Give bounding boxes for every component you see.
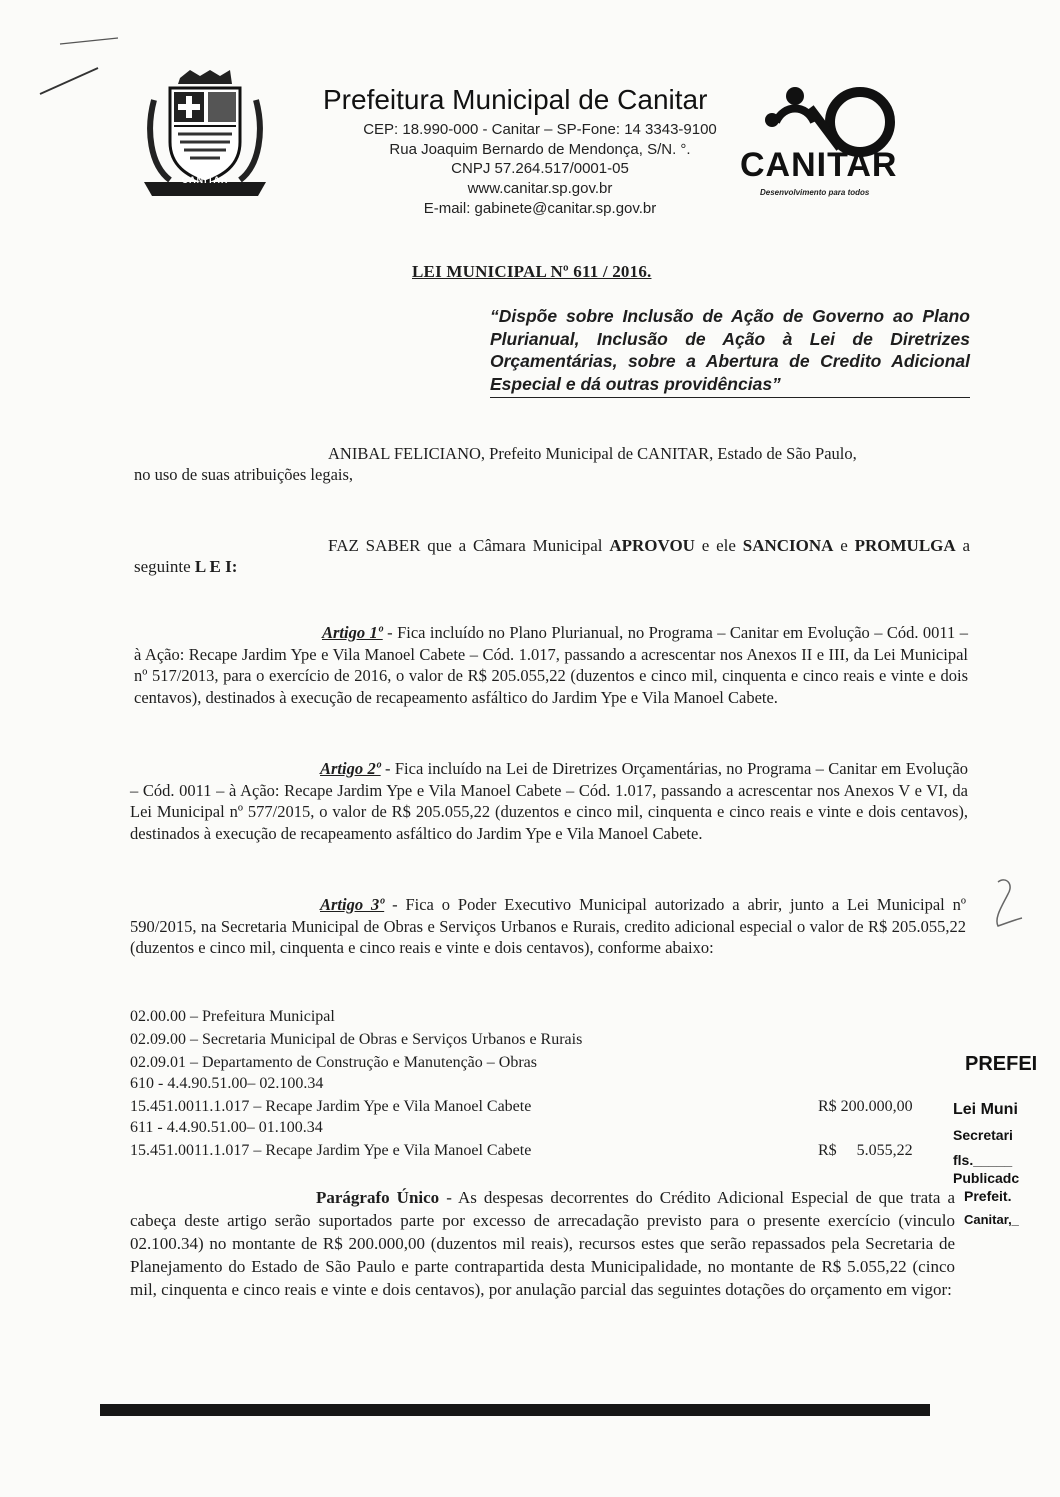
budget-row-3-desc: 611 - 4.4.90.51.00– 01.100.34 [130, 1119, 323, 1136]
stamp-line-5: Publicadc [953, 1170, 1020, 1186]
stamp-line-3: Secretari [953, 1127, 1013, 1143]
canitar-logo-tagline: Desenvolvimento para todos [760, 188, 870, 197]
pen-mark-icon [30, 30, 130, 100]
article-1: Artigo 1º - Fica incluído no Plano Plurianual, no Programa – Canitar em Evolução – Cód. 0011 – à Ação: Recape Jardim Ype e Vila Manoel Cabete – Cód. 1.017, passando a acrescentar nos Anexos II e III, da Lei Municipal nº 517/2013, para o exercício de 2016, o valor de R$ 205.055,22 (duzentos e cinco mil, cinquenta e cinco reais e vinte e dois centavos), destinados à execução de recapeamento asfáltico do Jardim Ype e Vila Manoel Cabete. [134, 623, 968, 707]
canitar-logo-text: CANITAR [740, 146, 898, 184]
article-1-label: Artigo 1º [322, 623, 383, 642]
budget-row-4-value: R$ 5.055,22 [818, 1142, 913, 1159]
stamp-line-7: Canitar,_ [964, 1212, 1019, 1227]
header-line-cnpj: CNPJ 57.264.517/0001-05 [451, 160, 629, 177]
faz-saber-paragraph: FAZ SABER que a Câmara Municipal APROVOU e ele SANCIONA e PROMULGA a seguinte L E I: [134, 536, 971, 576]
article-3: Artigo 3º - Fica o Poder Executivo Municipal autorizado a abrir, junto a Lei Municipal nº 590/2015, na Secretaria Municipal de Obras e Serviços Urbanos e Rurais, credito adicional especial o valor de R$ 205.055,22 (duzentos e cinco mil, cinquenta e cinco reais e vinte e dois centavos), conforme abaixo: [130, 895, 966, 957]
footer-bar [100, 1404, 930, 1416]
intro-line-1: ANIBAL FELICIANO, Prefeito Municipal de CANITAR, Estado de São Paulo, [328, 444, 857, 463]
budget-row-2-desc: 15.451.0011.1.017 – Recape Jardim Ype e Vila Manoel Cabete [130, 1098, 532, 1115]
article-2-label: Artigo 2º [320, 759, 381, 778]
header-line-address: Rua Joaquim Bernardo de Mendonça, S/N. °. [389, 141, 691, 158]
stamp-line-6: Prefeit. [964, 1188, 1012, 1204]
budget-row-4-desc: 15.451.0011.1.017 – Recape Jardim Ype e Vila Manoel Cabete [130, 1142, 532, 1159]
stamp-line-4: fls._____ [953, 1152, 1013, 1168]
article-3-label: Artigo 3º [320, 895, 385, 914]
budget-heading-3: 02.09.01 – Departamento de Construção e Manutenção – Obras [130, 1054, 537, 1071]
article-2: Artigo 2º - Fica incluído na Lei de Diretrizes Orçamentárias, no Programa – Canitar em Evolução – Cód. 0011 – à Ação: Recape Jardim Ype e Vila Manoel Cabete – Cód. 1.017, passando a acrescentar nos Anexos V e VI, da Lei Municipal nº 577/2015, o valor de R$ 205.055,22 (duzentos e cinco mil, cinquenta e cinco reais e vinte e dois centavos), destinados à execução de recapeamento asfáltico do Jardim Ype e Vila Manoel Cabete. [130, 759, 968, 843]
budget-heading-1: 02.00.00 – Prefeitura Municipal [130, 1008, 335, 1025]
paragrafo-unico: Parágrafo Único - As despesas decorrentes do Crédito Adicional Especial de que trata a cabeça deste artigo serão suportados parte por excesso de arrecadação previsto para o presente exercício (vinculo 02.100.34) no montante de R$ 200.000,00 (duzentos mil reais), recursos estes que serão repassados pela Secretaria de Planejamento do Estado de São Paulo e parte contrapartida desta Municipalidade, no montante de R$ 5.055,22 (cinco mil, cinquenta e cinco reais e vinte e dois centavos), por anulação parcial das seguintes dotações do orçamento em vigor: [130, 1188, 955, 1299]
paragrafo-unico-label: Parágrafo Único [316, 1188, 440, 1207]
stamp-line-1: PREFEI [965, 1053, 1038, 1075]
header-line-website: www.canitar.sp.gov.br [467, 180, 613, 197]
header-line-cep: CEP: 18.990-000 - Canitar – SP-Fone: 14 3343-9100 [363, 121, 717, 138]
handwritten-page-number-icon [980, 870, 1040, 940]
law-ementa: “Dispõe sobre Inclusão de Ação de Governo ao Plano Plurianual, Inclusão de Ação à Lei de Diretrizes Orçamentárias, sobre a Abertura de Credito Adicional Especial e dá outras providências” [490, 305, 970, 398]
stamp-line-2: Lei Muni [953, 1101, 1018, 1118]
budget-row-1-desc: 610 - 4.4.90.51.00– 02.100.34 [130, 1075, 324, 1092]
crest-banner-text: CANITAR [181, 175, 229, 185]
intro-line-2: no uso de suas atribuições legais, [134, 465, 354, 484]
budget-row-2-value: R$ 200.000,00 [818, 1098, 913, 1115]
budget-heading-2: 02.09.00 – Secretaria Municipal de Obras e Serviços Urbanos e Rurais [130, 1031, 583, 1048]
law-title: LEI MUNICIPAL Nº 611 / 2016. [412, 262, 652, 281]
header-line-email: E-mail: gabinete@canitar.sp.gov.br [423, 200, 657, 217]
header-title: Prefeitura Municipal de Canitar [323, 84, 708, 115]
